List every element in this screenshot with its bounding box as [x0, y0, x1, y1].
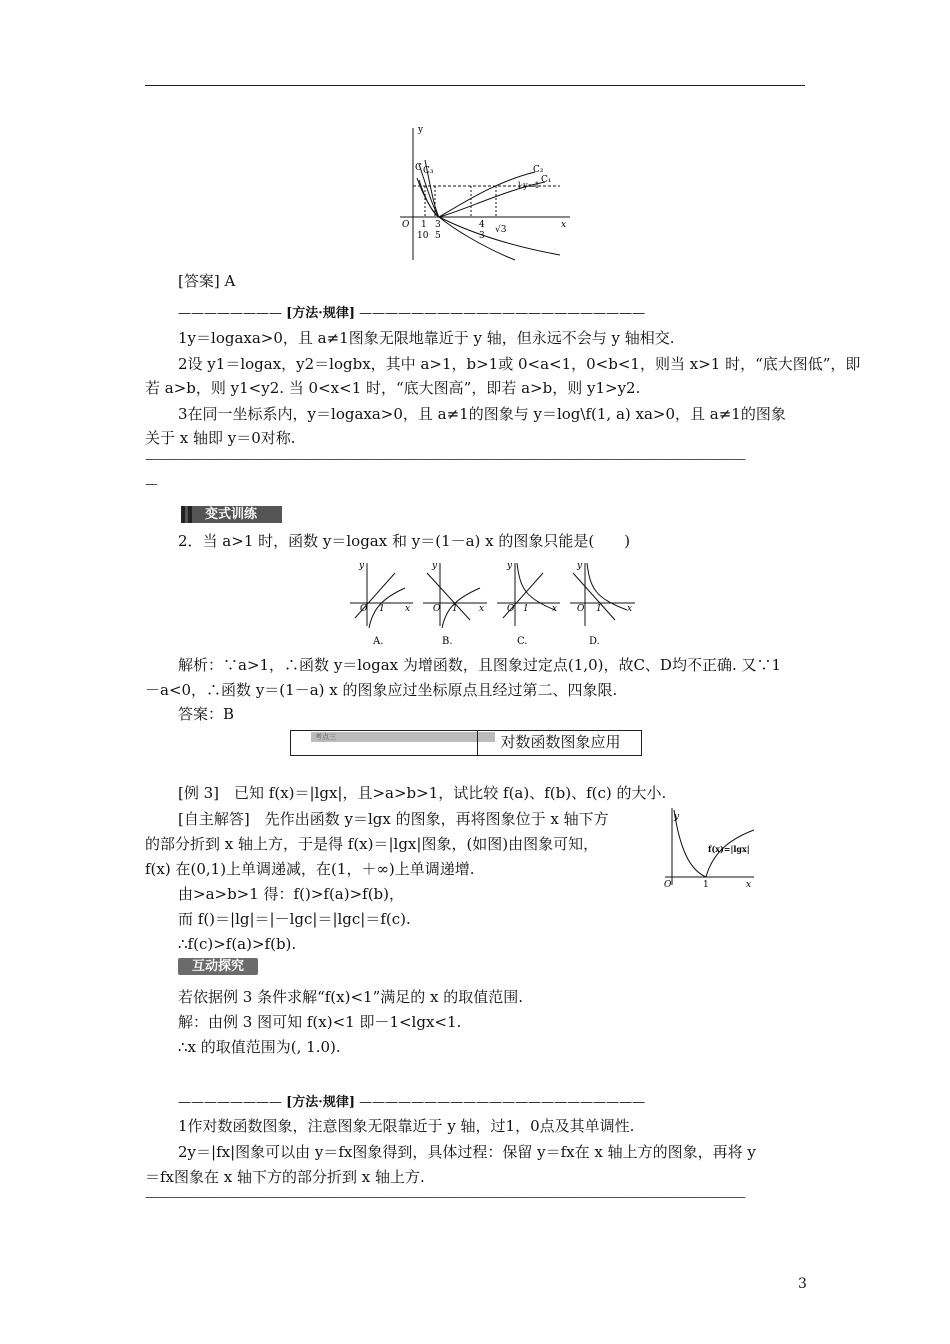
method-header-1 — [178, 302, 645, 321]
figure1-tick-1: 1 — [421, 220, 427, 230]
self-solution-5: 而 f()＝|lg|＝|－lgc|＝|lgc|＝f(c). — [178, 910, 411, 928]
answer-1: [答案] A — [178, 272, 236, 290]
rule-1-1: 1y＝logaxa>0，且 a≠1图象无限地靠近于 y 轴，但永远不会与 y 轴相交. — [178, 329, 675, 347]
svg-text:x: x — [405, 604, 411, 614]
figure1-curve-c1: C₁ — [541, 175, 552, 185]
figure1-tick-10: 10 — [417, 231, 429, 241]
self-solution-3: f(x) 在(0,1)上单调递减，在(1，＋∞)上单调递增. — [145, 860, 475, 878]
solution-2-line-2: －a<0，∴函数 y＝(1－a) x 的图象应过坐标原点且经过第二、四象限. — [145, 681, 618, 699]
rule-2-2b: ＝fx图象在 x 轴下方的部分折到 x 轴上方. — [145, 1168, 425, 1186]
figure1-curve-c: C — [415, 163, 422, 173]
figure1-tick-4: 4 — [479, 220, 485, 230]
figure1-tick-sqrt3: √3 — [495, 225, 507, 235]
svg-text:1: 1 — [596, 604, 602, 614]
svg-text:1: 1 — [379, 604, 385, 614]
curve-c4 — [419, 180, 515, 260]
method-header-1-right: —————————————————————— — [359, 306, 646, 321]
interactive-line-1: 若依据例 3 条件求解“f(x)<1”满足的 x 的取值范围. — [178, 988, 524, 1006]
option-d: D. — [589, 636, 600, 647]
method-header-1-left: ———————— — [178, 306, 282, 321]
svg-text:x: x — [552, 604, 558, 614]
figure1-curve-c3: C₃ — [423, 166, 434, 176]
solution-2-line-1: 解析：∵a>1，∴函数 y＝logax 为增函数，且图象过定点(1,0)，故C、D均不正确. 又∵1 — [178, 656, 782, 674]
figure1-tick-5: 5 — [435, 231, 441, 241]
kaodian-box — [290, 730, 642, 756]
rule-1-3: 3在同一坐标系内，y＝logaxa>0，且 a≠1的图象与 y＝log\f(1, a) xa>0，且 a≠1的图象 — [178, 405, 786, 423]
figure1-x-label: x — [561, 220, 567, 230]
figure1-tick-3b: 3 — [479, 231, 485, 241]
abs-lg-figure — [662, 805, 762, 890]
interactive-line-2: 解：由例 3 图可知 f(x)<1 即－1<lgx<1. — [178, 1013, 462, 1031]
divider-1: —————————————————————————————————————————————————— — [145, 452, 745, 467]
method-header-2-label: [方法·规律] — [286, 1095, 355, 1110]
rule-2-2: 2y＝|fx|图象可以由 y＝fx图象得到，具体过程：保留 y＝fx在 x 轴上方的图象，再将 y — [178, 1143, 756, 1161]
rule-1-3b: 关于 x 轴即 y＝0对称. — [145, 429, 296, 447]
self-solution-2: 的部分折到 x 轴上方，于是得 f(x)＝|lgx|图象，(如图)由图象可知， — [145, 835, 599, 853]
svg-text:1: 1 — [703, 880, 709, 890]
svg-text:y: y — [674, 812, 680, 822]
svg-text:O: O — [507, 604, 515, 614]
figure1-y-label: y — [418, 125, 424, 135]
svg-text:y: y — [577, 561, 583, 571]
svg-text:x: x — [627, 604, 633, 614]
method-header-2-right: —————————————————————— — [359, 1095, 646, 1110]
svg-text:1: 1 — [452, 604, 458, 614]
svg-text:x: x — [479, 604, 485, 614]
figure1-origin: O — [402, 220, 410, 230]
svg-text:O: O — [433, 604, 441, 614]
rule-2-1: 1作对数函数图象，注意图象无限靠近于 y 轴，过1，0点及其单调性. — [178, 1117, 635, 1135]
divider-1b: — — [145, 477, 157, 492]
svg-text:y: y — [359, 561, 365, 571]
method-header-2-left: ———————— — [178, 1095, 282, 1110]
log-curves-figure — [395, 120, 595, 265]
option-c: C. — [517, 636, 528, 647]
answer-2: 答案：B — [178, 705, 235, 723]
svg-text:O: O — [360, 604, 368, 614]
svg-text:y: y — [507, 561, 513, 571]
kaodian-title: 对数函数图象应用 — [477, 730, 643, 756]
self-solution-6: ∴f(c)>f(a)>f(b). — [178, 935, 297, 953]
option-b: B. — [442, 636, 453, 647]
svg-text:O: O — [664, 880, 672, 890]
self-solution-4: 由>a>b>1 得：f()>f(a)>f(b)， — [178, 885, 405, 903]
svg-text:x: x — [746, 880, 752, 890]
variant-training-banner: 变式训练 — [181, 506, 282, 523]
interactive-banner: 互动探究 — [178, 958, 258, 975]
q2-option-graphs — [345, 558, 645, 650]
svg-text:1: 1 — [523, 604, 529, 614]
svg-text:y: y — [432, 561, 438, 571]
rule-1-2b: 若 a>b，则 y1<y2. 当 0<x<1 时，“底大图高”，即若 a>b，则 y1>y2. — [145, 379, 641, 397]
self-solution-1: [自主解答] 先作出函数 y＝lgx 的图象，再将图象位于 x 轴下方 — [178, 810, 609, 828]
svg-text:O: O — [577, 604, 585, 614]
example-3: [例 3] 已知 f(x)＝|lgx|，且>a>b>1，试比较 f(a)、f(b)、f(c) 的大小. — [178, 784, 667, 802]
divider-2: —————————————————————————————————————————————————— — [145, 1190, 745, 1205]
figure1-curve-c2: C₂ — [533, 165, 544, 175]
option-a: A. — [373, 636, 384, 647]
interactive-line-3: ∴x 的取值范围为(, 1.0). — [178, 1038, 341, 1056]
kaodian-label: 考点三 — [311, 732, 495, 742]
top-rule — [145, 85, 805, 86]
method-header-2 — [178, 1091, 645, 1110]
figure1-tick-3: 3 — [435, 220, 441, 230]
question-2: 2．当 a>1 时，函数 y＝logax 和 y＝(1－a) x 的图象只能是( ) — [178, 532, 631, 550]
figure3-label: f(x)=|lgx| — [708, 844, 750, 854]
rule-1-2: 2设 y1＝logax，y2＝logbx，其中 a>1，b>1或 0<a<1，0<b<1，则当 x>1 时，“底大图低”，即 — [178, 355, 861, 373]
method-header-1-label: [方法·规律] — [286, 306, 355, 321]
page-number: 3 — [798, 1276, 807, 1292]
figure1-line-label: l:y=1 — [518, 181, 540, 190]
